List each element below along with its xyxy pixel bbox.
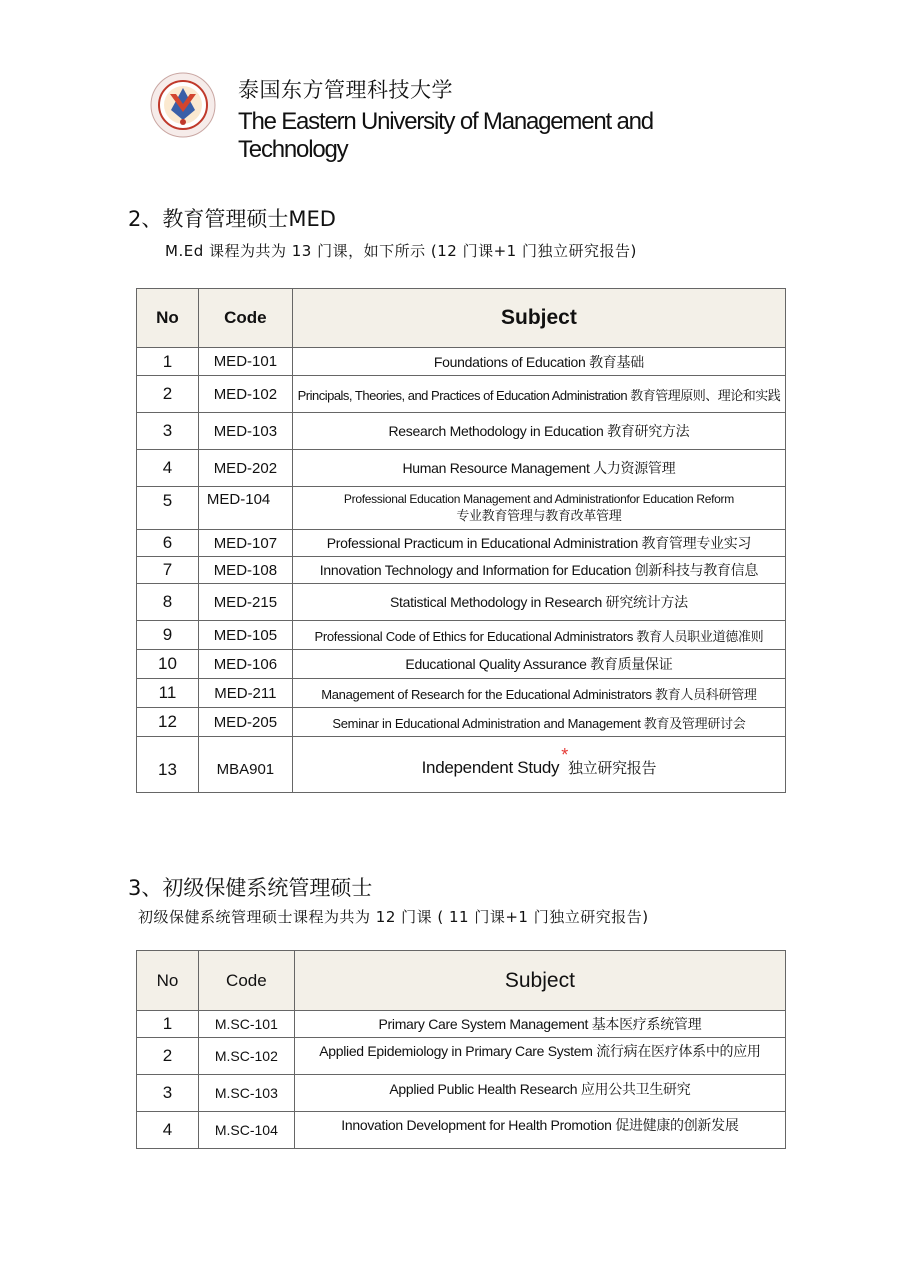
row-subject: Independent Study: [421, 758, 560, 777]
row-subject: Human Resource Management 人力资源管理: [292, 450, 785, 487]
row-subject: Applied Epidemiology in Primary Care System 流行病在医疗体系中的应用: [294, 1038, 785, 1075]
table-row: [137, 1038, 786, 1075]
row-subject: Foundations of Education 教育基础: [292, 348, 785, 376]
row-code: MED-108: [198, 557, 292, 584]
row-subject: Professional Code of Ethics for Educational Administrators 教育人员职业道德准则: [292, 621, 785, 650]
asterisk-mark: *: [561, 745, 568, 765]
row-no: 3: [137, 1075, 199, 1112]
section-2-title: 2、教育管理硕士MED: [128, 207, 336, 231]
row-code: MED-103: [198, 413, 292, 450]
row-no: 11: [137, 679, 199, 708]
row-subject: Management of Research for the Educational Administrators 教育人员科研管理: [292, 679, 785, 708]
table-row: [137, 530, 786, 557]
table-row: [137, 557, 786, 584]
row-code: M.SC-102: [198, 1038, 294, 1075]
university-name-english: The Eastern University of Management and Technology: [238, 108, 653, 163]
table-row: [137, 487, 786, 530]
row-subject: Primary Care System Management 基本医疗系统管理: [294, 1011, 785, 1038]
row-code: MED-202: [198, 450, 292, 487]
table-row: [137, 1075, 786, 1112]
row-code: MED-101: [198, 348, 292, 376]
row-subject: Educational Quality Assurance 教育质量保证: [292, 650, 785, 679]
row-code: MED-105: [198, 621, 292, 650]
row-code: MED-102: [198, 376, 292, 413]
table-header-row: [137, 289, 786, 348]
document-header: [150, 70, 750, 163]
table-row: [137, 737, 786, 793]
row-code: M.SC-103: [198, 1075, 294, 1112]
row-subject: Principals, Theories, and Practices of Education Administration 教育管理原则、理论和实践: [292, 376, 785, 413]
row-code: MBA901: [198, 737, 292, 793]
row-no: 7: [137, 557, 199, 584]
row-code: MED-205: [198, 708, 292, 737]
section-2-subtitle: M.Ed 课程为共为 13 门课，如下所示 (12 门课+1 门独立研究报告): [165, 242, 637, 260]
row-no: 8: [137, 584, 199, 621]
header-subject: Subject: [292, 289, 785, 348]
table-row: [137, 450, 786, 487]
med-course-table: [136, 288, 786, 793]
row-code: MED-215: [198, 584, 292, 621]
row-no: 12: [137, 708, 199, 737]
section-3-title: 3、初级保健系统管理硕士: [128, 876, 373, 900]
row-subject-chinese: 专业教育管理与教育改革管理: [456, 509, 622, 524]
row-no: 10: [137, 650, 199, 679]
university-logo-icon: [150, 72, 216, 138]
row-code: M.SC-101: [198, 1011, 294, 1038]
row-subject: Statistical Methodology in Research 研究统计方法: [292, 584, 785, 621]
row-no: 2: [137, 376, 199, 413]
table-row: [137, 650, 786, 679]
header-code: Code: [198, 289, 292, 348]
table-row: [137, 1112, 786, 1149]
section-3-subtitle: 初级保健系统管理硕士课程为共为 12 门课 ( 11 门课+1 门独立研究报告): [138, 908, 649, 926]
table-row: [137, 413, 786, 450]
row-subject: Research Methodology in Education 教育研究方法: [292, 413, 785, 450]
header-no: No: [137, 951, 199, 1011]
row-subject: Seminar in Educational Administration and Management 教育及管理研讨会: [292, 708, 785, 737]
msc-course-table: [136, 950, 786, 1149]
row-no: 5: [137, 487, 199, 530]
row-subject-cell: [292, 737, 785, 793]
row-code: MED-106: [198, 650, 292, 679]
row-no: 3: [137, 413, 199, 450]
row-subject: Innovation Technology and Information for Education 创新科技与教育信息: [292, 557, 785, 584]
table-row: [137, 708, 786, 737]
header-code: Code: [198, 951, 294, 1011]
row-subject: Innovation Development for Health Promotion 促进健康的创新发展: [294, 1112, 785, 1149]
row-subject-chinese: 独立研究报告: [567, 759, 657, 777]
row-no: 1: [137, 1011, 199, 1038]
table-row: [137, 621, 786, 650]
row-no: 2: [137, 1038, 199, 1075]
row-no: 6: [137, 530, 199, 557]
table-row: [137, 376, 786, 413]
university-name-chinese: 泰国东方管理科技大学: [238, 78, 453, 102]
row-subject-cell: [292, 487, 785, 530]
table-row: [137, 348, 786, 376]
row-code: MED-104: [198, 487, 292, 530]
header-subject: Subject: [294, 951, 785, 1011]
table-header-row: [137, 951, 786, 1011]
row-no: 1: [137, 348, 199, 376]
row-no: 4: [137, 450, 199, 487]
row-no: 13: [137, 737, 199, 793]
header-no: No: [137, 289, 199, 348]
row-code: M.SC-104: [198, 1112, 294, 1149]
row-subject: Professional Practicum in Educational Administration 教育管理专业实习: [292, 530, 785, 557]
row-code: MED-107: [198, 530, 292, 557]
row-subject: Applied Public Health Research 应用公共卫生研究: [294, 1075, 785, 1112]
row-subject: Professional Education Management and Administrationfor Education Reform: [343, 492, 734, 506]
table-row: [137, 584, 786, 621]
table-row: [137, 1011, 786, 1038]
row-code: MED-211: [198, 679, 292, 708]
row-no: 9: [137, 621, 199, 650]
row-no: 4: [137, 1112, 199, 1149]
table-row: [137, 679, 786, 708]
